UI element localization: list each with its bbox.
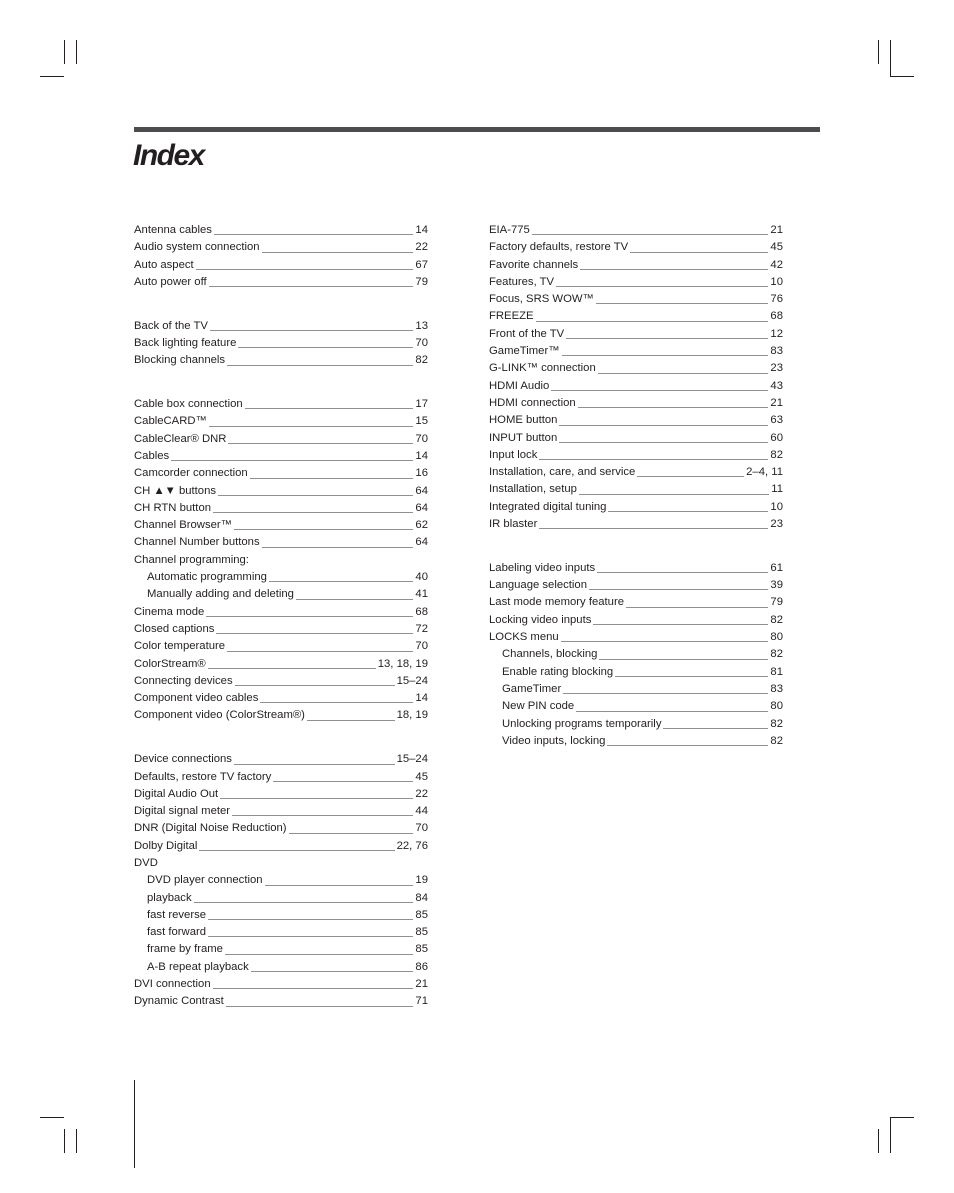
entry-term: Unlocking programs temporarily xyxy=(502,717,662,730)
entry-page-number: 14 xyxy=(415,449,428,462)
index-entry xyxy=(489,464,783,481)
entry-term: DVD player connection xyxy=(147,874,263,887)
index-entry xyxy=(134,465,428,482)
entry-page-number: 83 xyxy=(770,345,783,358)
index-entry xyxy=(134,751,428,768)
dot-leader xyxy=(539,459,768,460)
dot-leader xyxy=(630,252,768,253)
entry-term: Factory defaults, restore TV xyxy=(489,241,629,254)
entry-term: CH ▲▼ buttons xyxy=(134,484,217,497)
crop-mark xyxy=(890,1117,914,1118)
entry-page-number: 14 xyxy=(415,224,428,236)
entry-term: INPUT button xyxy=(489,431,558,444)
entry-term: CableClear® DNR xyxy=(134,432,227,445)
crop-mark xyxy=(76,40,77,64)
entry-term: Antenna cables xyxy=(134,224,212,236)
dot-leader xyxy=(234,529,413,530)
entry-term: DVI connection xyxy=(134,978,211,991)
dot-leader xyxy=(559,425,768,426)
index-entry xyxy=(134,820,428,837)
index-group xyxy=(134,751,428,1010)
entry-term: New PIN code xyxy=(502,700,575,713)
entry-page-number: 70 xyxy=(415,822,428,835)
entry-term: Component video cables xyxy=(134,692,259,705)
index-entry xyxy=(134,318,428,335)
entry-page-number: 60 xyxy=(770,431,783,444)
index-entry xyxy=(489,430,783,447)
dot-leader xyxy=(194,902,414,903)
entry-term: EIA-775 xyxy=(489,224,530,236)
entry-term: playback xyxy=(147,891,192,904)
index-subentry xyxy=(134,924,428,941)
entry-term: Features, TV xyxy=(489,275,555,288)
entry-term: ColorStream® xyxy=(134,657,206,670)
index-entry xyxy=(134,413,428,430)
index-subentry xyxy=(134,872,428,889)
index-group xyxy=(134,318,428,370)
entry-page-number: 22, 76 xyxy=(396,839,428,852)
index-entry xyxy=(134,552,428,569)
index-column-right xyxy=(489,222,783,777)
entry-page-number: 22 xyxy=(415,241,428,254)
dot-leader xyxy=(232,815,413,816)
index-group xyxy=(134,396,428,725)
index-subentry xyxy=(489,698,783,715)
dot-leader xyxy=(208,919,413,920)
dot-leader xyxy=(213,512,413,513)
dot-leader xyxy=(532,234,769,235)
dot-leader xyxy=(563,693,768,694)
dot-leader xyxy=(208,668,376,669)
entry-term: Cable box connection xyxy=(134,398,243,411)
dot-leader xyxy=(626,607,768,608)
index-entry xyxy=(134,769,428,786)
entry-term: Back lighting feature xyxy=(134,336,237,349)
entry-page-number: 13 xyxy=(415,319,428,332)
dot-leader xyxy=(225,954,413,955)
dot-leader xyxy=(615,676,768,677)
index-entry xyxy=(489,257,783,274)
crop-mark xyxy=(40,1117,64,1118)
entry-term: Last mode memory feature xyxy=(489,596,624,609)
index-entry xyxy=(134,335,428,352)
index-entry xyxy=(489,499,783,516)
index-entry xyxy=(134,534,428,551)
entry-term: Device connections xyxy=(134,753,232,766)
dot-leader xyxy=(289,833,414,834)
entry-term: CableCARD™ xyxy=(134,415,207,428)
crop-mark xyxy=(64,1129,65,1153)
index-entry xyxy=(489,360,783,377)
dot-leader xyxy=(265,885,414,886)
entry-page-number: 85 xyxy=(415,926,428,939)
index-entry xyxy=(134,690,428,707)
dot-leader xyxy=(210,330,414,331)
entry-page-number: 63 xyxy=(770,414,783,427)
entry-term: Digital signal meter xyxy=(134,805,231,818)
entry-term: IR blaster xyxy=(489,518,538,531)
entry-term: Automatic programming xyxy=(147,571,267,584)
index-subentry xyxy=(489,646,783,663)
dot-leader xyxy=(576,711,768,712)
dot-leader xyxy=(562,355,769,356)
entry-page-number: 23 xyxy=(770,518,783,531)
index-entry xyxy=(134,222,428,239)
index-subentry xyxy=(489,664,783,681)
crop-mark xyxy=(76,1129,77,1153)
entry-page-number: 70 xyxy=(415,336,428,349)
entry-page-number: 76 xyxy=(770,293,783,306)
dot-leader xyxy=(209,286,414,287)
entry-term: Audio system connection xyxy=(134,241,260,254)
entry-page-number: 39 xyxy=(770,579,783,592)
index-group xyxy=(134,222,428,291)
index-entry xyxy=(489,447,783,464)
index-entry xyxy=(134,976,428,993)
dot-leader xyxy=(551,390,768,391)
entry-page-number: 67 xyxy=(415,258,428,271)
dot-leader xyxy=(262,252,414,253)
dot-leader xyxy=(607,745,768,746)
entry-term: A-B repeat playback xyxy=(147,960,249,973)
gutter-line xyxy=(134,1080,135,1168)
crop-mark xyxy=(878,40,879,64)
entry-term: LOCKS menu xyxy=(489,631,559,644)
entry-page-number: 68 xyxy=(415,605,428,618)
entry-page-number: 81 xyxy=(770,665,783,678)
index-entry xyxy=(489,594,783,611)
entry-page-number: 85 xyxy=(415,908,428,921)
entry-page-number: 45 xyxy=(415,770,428,783)
index-subentry xyxy=(134,941,428,958)
entry-term: Locking video inputs xyxy=(489,613,592,626)
index-entry xyxy=(134,517,428,534)
entry-term: FREEZE xyxy=(489,310,534,323)
index-subentry xyxy=(134,569,428,586)
dot-leader xyxy=(250,478,414,479)
dot-leader xyxy=(209,426,414,427)
index-entry xyxy=(134,396,428,413)
entry-page-number: 15–24 xyxy=(396,753,428,766)
index-entry xyxy=(489,378,783,395)
entry-page-number: 11 xyxy=(771,483,783,496)
index-entry xyxy=(134,673,428,690)
entry-term: fast reverse xyxy=(147,908,207,921)
entry-term: Channels, blocking xyxy=(502,648,598,661)
index-entry xyxy=(134,803,428,820)
entry-page-number: 45 xyxy=(770,241,783,254)
entry-page-number: 82 xyxy=(770,648,783,661)
dot-leader xyxy=(260,702,413,703)
entry-term: Back of the TV xyxy=(134,319,208,332)
entry-term: Installation, care, and service xyxy=(489,466,636,479)
index-entry xyxy=(489,343,783,360)
dot-leader xyxy=(596,303,769,304)
index-entry xyxy=(489,239,783,256)
index-entry xyxy=(134,838,428,855)
entry-page-number: 21 xyxy=(770,224,783,236)
dot-leader xyxy=(599,659,768,660)
header-rule xyxy=(134,127,820,132)
crop-mark xyxy=(890,1117,891,1153)
dot-leader xyxy=(536,321,769,322)
crop-mark xyxy=(878,1129,879,1153)
dot-leader xyxy=(234,764,395,765)
entry-page-number: 10 xyxy=(770,500,783,513)
entry-page-number: 79 xyxy=(770,596,783,609)
entry-term: Color temperature xyxy=(134,640,226,653)
entry-page-number: 13, 18, 19 xyxy=(377,657,428,670)
dot-leader xyxy=(213,988,414,989)
entry-page-number: 71 xyxy=(415,995,428,1008)
entry-page-number: 15 xyxy=(415,415,428,428)
entry-term: fast forward xyxy=(147,926,207,939)
index-entry xyxy=(489,516,783,533)
dot-leader xyxy=(226,1006,414,1007)
entry-page-number: 82 xyxy=(770,613,783,626)
entry-page-number: 22 xyxy=(415,787,428,800)
entry-page-number: 68 xyxy=(770,310,783,323)
entry-term: Manually adding and deleting xyxy=(147,588,294,601)
index-entry xyxy=(134,448,428,465)
entry-term: Defaults, restore TV factory xyxy=(134,770,272,783)
index-subentry xyxy=(489,681,783,698)
entry-term: Video inputs, locking xyxy=(502,734,606,747)
index-subentry xyxy=(134,586,428,603)
entry-page-number: 19 xyxy=(415,874,428,887)
dot-leader xyxy=(637,476,744,477)
index-entry xyxy=(134,500,428,517)
dot-leader xyxy=(216,633,413,634)
index-entry xyxy=(489,395,783,412)
dot-leader xyxy=(208,936,413,937)
entry-term: HDMI Audio xyxy=(489,379,550,392)
index-subentry xyxy=(134,907,428,924)
entry-page-number: 70 xyxy=(415,640,428,653)
dot-leader xyxy=(578,407,769,408)
index-entry xyxy=(489,612,783,629)
entry-term: Labeling video inputs xyxy=(489,561,596,574)
dot-leader xyxy=(597,572,768,573)
index-entry xyxy=(134,604,428,621)
entry-page-number: 43 xyxy=(770,379,783,392)
entry-term: Channel Number buttons xyxy=(134,536,260,549)
crop-mark xyxy=(890,40,891,76)
dot-leader xyxy=(296,599,413,600)
dot-leader xyxy=(566,338,768,339)
entry-page-number: 82 xyxy=(770,717,783,730)
entry-term: frame by frame xyxy=(147,943,223,956)
entry-page-number: 12 xyxy=(770,327,783,340)
index-entry xyxy=(134,855,428,872)
entry-page-number: 72 xyxy=(415,622,428,635)
dot-leader xyxy=(199,850,394,851)
index-subentry xyxy=(134,890,428,907)
entry-page-number: 80 xyxy=(770,700,783,713)
dot-leader xyxy=(593,624,768,625)
index-entry xyxy=(489,308,783,325)
entry-term: Cables xyxy=(134,449,170,462)
entry-term: Channel programming: xyxy=(134,553,249,566)
entry-term: Channel Browser™ xyxy=(134,519,232,532)
dot-leader xyxy=(235,685,395,686)
dot-leader xyxy=(245,408,414,409)
entry-page-number: 79 xyxy=(415,275,428,288)
index-entry xyxy=(489,291,783,308)
entry-term: Auto aspect xyxy=(134,258,194,271)
index-column-left xyxy=(134,222,428,1037)
index-entry xyxy=(134,239,428,256)
index-entry xyxy=(134,707,428,724)
entry-term: Focus, SRS WOW™ xyxy=(489,293,594,306)
entry-term: Dynamic Contrast xyxy=(134,995,224,1008)
entry-page-number: 21 xyxy=(415,978,428,991)
index-entry xyxy=(134,257,428,274)
dot-leader xyxy=(196,269,414,270)
dot-leader xyxy=(307,720,395,721)
entry-page-number: 41 xyxy=(415,588,428,601)
index-entry xyxy=(489,629,783,646)
index-entry xyxy=(134,638,428,655)
dot-leader xyxy=(262,547,414,548)
entry-term: Dolby Digital xyxy=(134,839,198,852)
dot-leader xyxy=(218,495,413,496)
entry-term: DNR (Digital Noise Reduction) xyxy=(134,822,287,835)
index-entry xyxy=(489,222,783,239)
entry-page-number: 62 xyxy=(415,519,428,532)
dot-leader xyxy=(206,616,413,617)
entry-term: HDMI connection xyxy=(489,396,576,409)
entry-term: HOME button xyxy=(489,414,558,427)
dot-leader xyxy=(561,641,769,642)
index-entry xyxy=(489,326,783,343)
index-entry xyxy=(134,993,428,1010)
entry-term: Input lock xyxy=(489,448,538,461)
index-subentry xyxy=(134,959,428,976)
entry-page-number: 61 xyxy=(770,561,783,574)
dot-leader xyxy=(227,365,413,366)
dot-leader xyxy=(171,460,413,461)
index-entry xyxy=(134,274,428,291)
entry-page-number: 64 xyxy=(415,501,428,514)
entry-term: Digital Audio Out xyxy=(134,787,219,800)
entry-page-number: 2–4, 11 xyxy=(746,466,783,479)
index-entry xyxy=(489,560,783,577)
page-title: Index xyxy=(133,139,204,172)
entry-page-number: 17 xyxy=(415,398,428,411)
entry-page-number: 70 xyxy=(415,432,428,445)
entry-term: GameTimer xyxy=(502,682,562,695)
entry-page-number: 40 xyxy=(415,571,428,584)
entry-page-number: 18, 19 xyxy=(396,709,428,722)
index-entry xyxy=(134,431,428,448)
index-group xyxy=(489,222,783,533)
entry-term: Cinema mode xyxy=(134,605,205,618)
entry-term: Integrated digital tuning xyxy=(489,500,607,513)
entry-page-number: 86 xyxy=(415,960,428,973)
dot-leader xyxy=(598,373,769,374)
index-entry xyxy=(489,412,783,429)
entry-page-number: 64 xyxy=(415,484,428,497)
dot-leader xyxy=(220,798,413,799)
index-entry xyxy=(489,274,783,291)
index-entry xyxy=(489,577,783,594)
entry-term: Component video (ColorStream®) xyxy=(134,709,305,722)
dot-leader xyxy=(608,511,768,512)
entry-page-number: 44 xyxy=(415,805,428,818)
entry-term: Favorite channels xyxy=(489,258,579,271)
dot-leader xyxy=(227,651,413,652)
entry-page-number: 21 xyxy=(770,396,783,409)
entry-term: Installation, setup xyxy=(489,483,577,496)
dot-leader xyxy=(580,269,768,270)
dot-leader xyxy=(579,494,769,495)
dot-leader xyxy=(269,581,414,582)
entry-term: Auto power off xyxy=(134,275,207,288)
entry-term: Camcorder connection xyxy=(134,467,248,480)
crop-mark xyxy=(890,76,914,77)
entry-term: CH RTN button xyxy=(134,501,212,514)
dot-leader xyxy=(251,971,414,972)
dot-leader xyxy=(559,442,768,443)
index-group xyxy=(489,560,783,750)
crop-mark xyxy=(64,40,65,64)
index-entry xyxy=(134,656,428,673)
dot-leader xyxy=(238,347,413,348)
dot-leader xyxy=(539,528,768,529)
entry-term: Closed captions xyxy=(134,622,215,635)
index-entry xyxy=(134,352,428,369)
entry-term: Connecting devices xyxy=(134,674,233,687)
dot-leader xyxy=(589,589,768,590)
dot-leader xyxy=(556,286,768,287)
entry-page-number: 14 xyxy=(415,692,428,705)
entry-page-number: 80 xyxy=(770,631,783,644)
entry-page-number: 82 xyxy=(415,354,428,367)
entry-page-number: 15–24 xyxy=(396,674,428,687)
entry-term: Front of the TV xyxy=(489,327,565,340)
entry-page-number: 42 xyxy=(770,258,783,271)
entry-term: Blocking channels xyxy=(134,354,226,367)
index-subentry xyxy=(489,733,783,750)
crop-mark xyxy=(40,76,64,77)
entry-term: G-LINK™ connection xyxy=(489,362,596,375)
entry-term: Enable rating blocking xyxy=(502,665,614,678)
entry-page-number: 82 xyxy=(770,448,783,461)
entry-term: Language selection xyxy=(489,579,587,592)
entry-term: GameTimer™ xyxy=(489,345,560,358)
dot-leader xyxy=(663,728,768,729)
entry-page-number: 84 xyxy=(415,891,428,904)
index-entry xyxy=(134,483,428,500)
entry-page-number: 83 xyxy=(770,682,783,695)
entry-page-number: 10 xyxy=(770,275,783,288)
index-entry xyxy=(134,621,428,638)
entry-page-number: 64 xyxy=(415,536,428,549)
index-entry xyxy=(489,481,783,498)
entry-page-number: 82 xyxy=(770,734,783,747)
entry-page-number: 23 xyxy=(770,362,783,375)
dot-leader xyxy=(273,781,413,782)
entry-page-number: 85 xyxy=(415,943,428,956)
index-subentry xyxy=(489,716,783,733)
entry-term: DVD xyxy=(134,857,158,869)
index-entry xyxy=(134,786,428,803)
dot-leader xyxy=(228,443,413,444)
dot-leader xyxy=(214,234,414,235)
entry-page-number: 16 xyxy=(415,467,428,480)
